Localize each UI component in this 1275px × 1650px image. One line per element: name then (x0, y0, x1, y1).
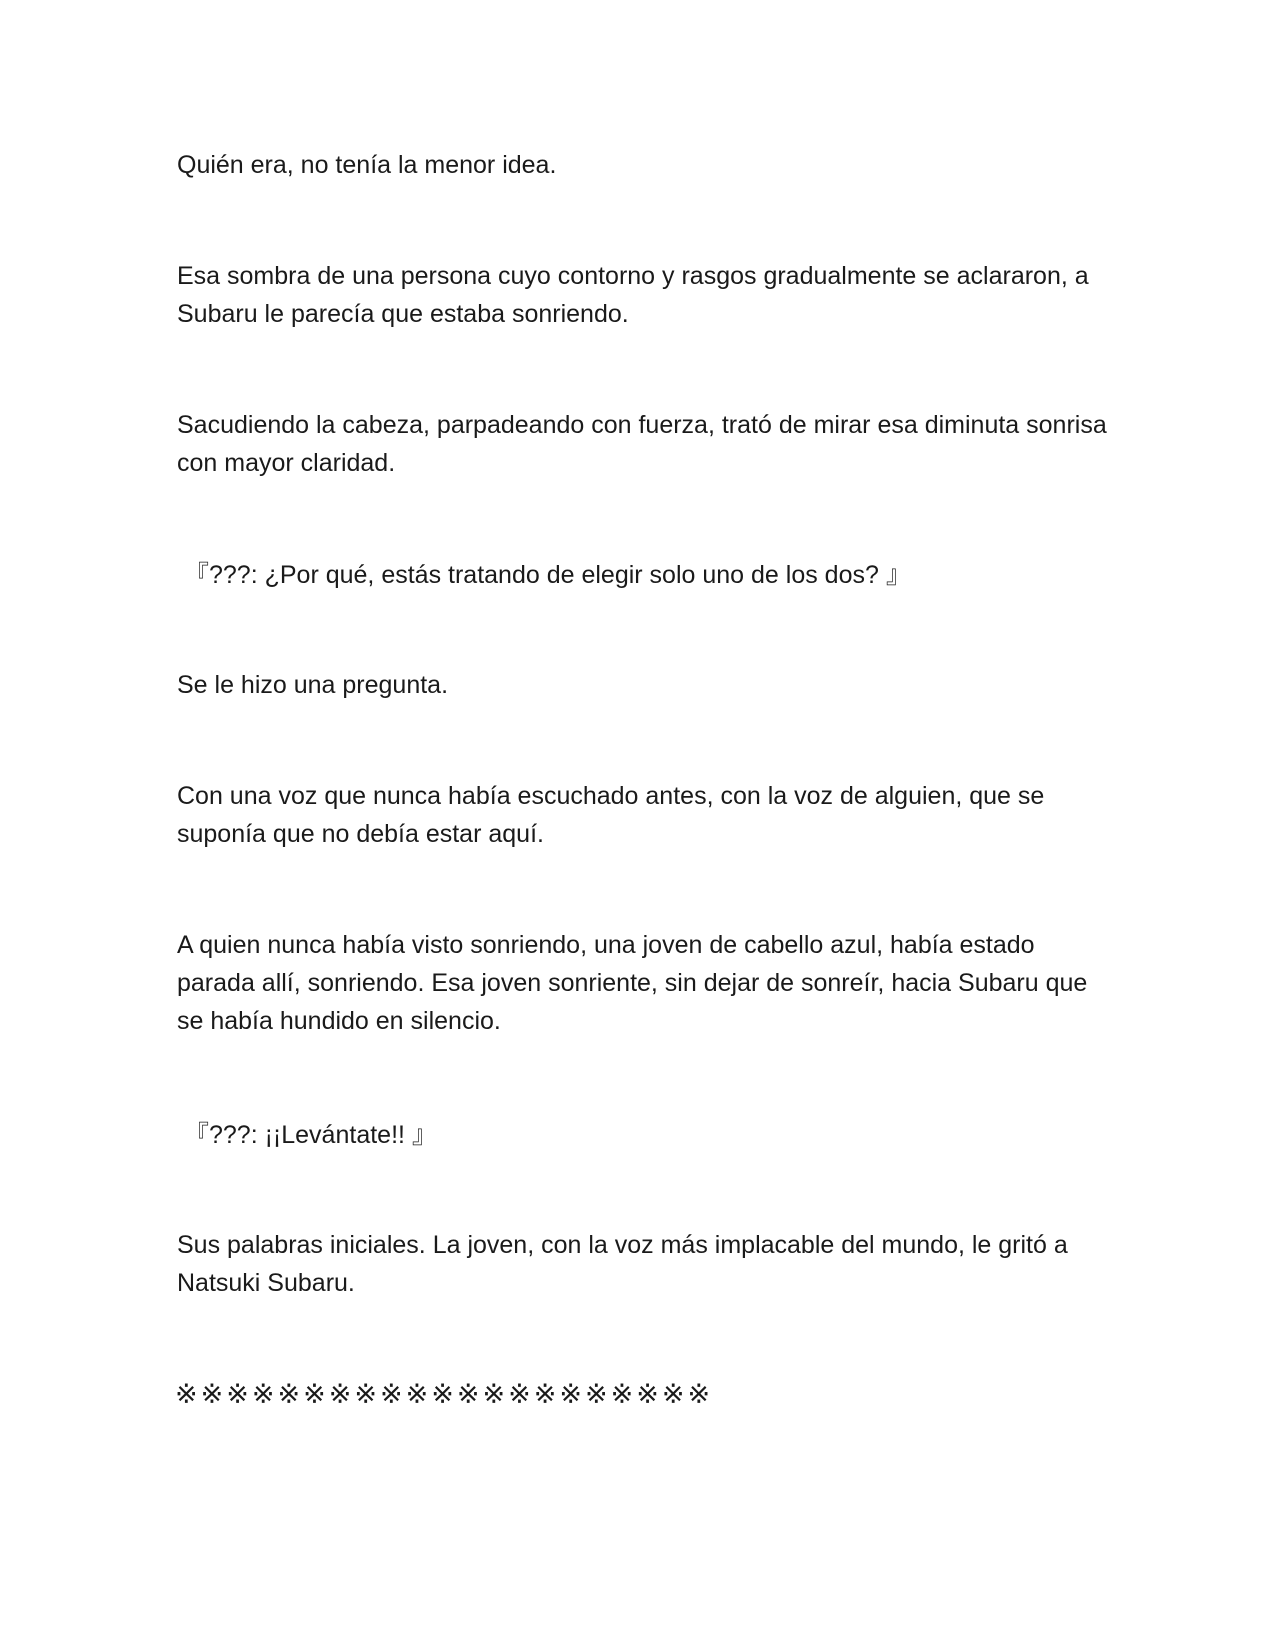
paragraph-5: Se le hizo una pregunta. (177, 671, 449, 699)
paragraph-9: Sus palabras iniciales. La joven, con la voz más implacable del mundo, le gritó a Natsuki Subaru. (177, 1231, 1075, 1297)
dialogue-line-2: 『???: ¡¡Levántate!! 』 (184, 1121, 437, 1149)
paragraph-3: Sacudiendo la cabeza, parpadeando con fuerza, trató de mirar esa diminuta sonrisa con mayor claridad. (177, 411, 1114, 477)
paragraph-1: Quién era, no tenía la menor idea. (177, 151, 557, 179)
section-separator: ※※※※※※※※※※※※※※※※※※※※※ (175, 1379, 714, 1410)
paragraph-7: A quien nunca había visto sonriendo, una joven de cabello azul, había estado parada allí, sonriendo. Esa joven sonriente, sin dejar de sonreír, hacia Subaru que se había hundido en silencio. (177, 931, 1095, 1035)
dialogue-line-1: 『???: ¿Por qué, estás tratando de elegir solo uno de los dos? 』 (184, 561, 911, 589)
paragraph-6: Con una voz que nunca había escuchado antes, con la voz de alguien, que se suponía que no debía estar aquí. (177, 782, 1052, 848)
paragraph-2: Esa sombra de una persona cuyo contorno y rasgos gradualmente se aclararon, a Subaru le parecía que estaba sonriendo. (177, 262, 1096, 328)
